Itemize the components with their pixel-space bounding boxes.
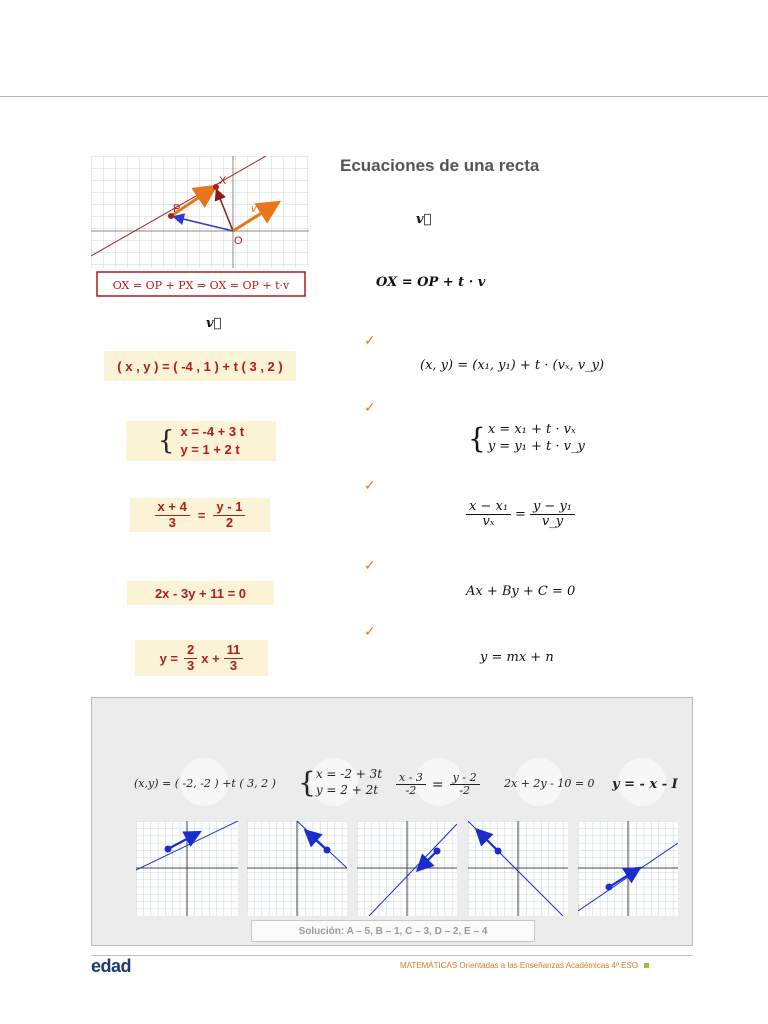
- brand-logo: edad: [91, 956, 132, 976]
- graph-2: [247, 821, 347, 916]
- diagram-equation: OX = OP + PX ⇒ OX = OP + t·v: [112, 279, 290, 292]
- vector-v-label: v: [251, 203, 257, 215]
- frac-num: y - 1: [213, 500, 245, 515]
- frac-den: -2: [459, 784, 470, 798]
- footer-divider: [91, 955, 693, 956]
- frac-num: x + 4: [155, 500, 190, 515]
- check-icon: ✓: [364, 333, 376, 349]
- graph-1: [136, 821, 238, 916]
- form-parametric: { x = x₁ + t · vₓ y = y₁ + t · v_y: [468, 422, 585, 456]
- equals-sign: =: [197, 507, 206, 523]
- exercise-eq2-y: y = 2 + 2t: [315, 782, 379, 797]
- check-icon: ✓: [364, 624, 376, 640]
- check-icon: ✓: [364, 400, 376, 416]
- frac-den: 3: [168, 514, 176, 530]
- explicit-y: y =: [159, 650, 178, 666]
- form-continuous: $\frac{\text{x − x₁}}{\text{vₓ}}$ = $\frac{\text{y − y₁}}{v\_y}$: [466, 500, 575, 530]
- frac-den: -2: [405, 784, 417, 798]
- solution-box: Solución: A – 5, B – 1, C – 3, D – 2, E – 4: [251, 920, 535, 942]
- example-continuous: [130, 498, 270, 532]
- form-explicit: y = mx + n: [480, 650, 554, 665]
- v-symbol-left: v⃗: [206, 316, 222, 331]
- footer-text-label: MATEMÁTICAS Orientadas a las Enseñanzas Académicas 4º ESO: [400, 961, 638, 970]
- exercise-eq5: y = - x - I: [612, 777, 678, 792]
- check-icon: ✓: [364, 478, 376, 494]
- frac-num: x − x₁: [466, 500, 511, 515]
- graph-5: [578, 821, 678, 916]
- example-parametric: { x = -4 + 3 t y = 1 + 2 t: [126, 421, 276, 461]
- point-x-label: X: [219, 175, 227, 187]
- page-title: Ecuaciones de una recta: [340, 156, 540, 175]
- exercise-eq3: [396, 772, 480, 797]
- vector-definition: OX = OP + t · v: [376, 275, 486, 290]
- example-param-x: x = -4 + 3 t: [180, 424, 245, 440]
- frac-num: 2: [184, 643, 197, 658]
- example-general: 2x - 3y + 11 = 0: [127, 581, 274, 605]
- v-symbol-top: v⃗: [416, 212, 432, 227]
- example-explicit: [135, 640, 268, 676]
- explicit-x: x +: [201, 650, 220, 666]
- form-param-x: x = x₁ + t · vₓ: [487, 422, 576, 437]
- form-param-y: y = y₁ + t · v_y: [487, 438, 585, 454]
- frac-den: 3: [187, 657, 195, 673]
- frac-den: v_y: [541, 514, 564, 530]
- frac-num: y − y₁: [530, 500, 575, 515]
- frac-num: x - 3: [396, 772, 426, 785]
- point-p-label: P: [173, 203, 181, 215]
- exercise-eq1: (x,y) = ( -2, -2 ) +t ( 3, 2 ): [134, 777, 276, 790]
- frac-den: 3: [229, 657, 238, 673]
- header-divider: [0, 96, 768, 97]
- footer-text: [400, 961, 649, 970]
- exercise-eq2-x: x = -2 + 3t: [315, 766, 383, 781]
- vector-diagram: [91, 156, 309, 306]
- green-square-icon: [644, 963, 649, 968]
- equals-sign: =: [431, 776, 444, 793]
- exercise-eq4: 2x + 2y - 10 = 0: [504, 777, 595, 790]
- exercise-eq2: { x = -2 + 3t y = 2 + 2t: [298, 766, 383, 799]
- frac-num: y - 2: [450, 772, 480, 785]
- form-vector: (x, y) = (x₁, y₁) + t · (vₓ, v_y): [420, 358, 605, 373]
- frac-num: 11: [224, 643, 244, 658]
- graph-4: [468, 821, 568, 916]
- frac-den: vₓ: [482, 514, 495, 530]
- frac-den: 2: [225, 514, 234, 530]
- point-o-label: O: [234, 235, 243, 247]
- example-param-y: y = 1 + 2 t: [180, 442, 240, 457]
- check-icon: ✓: [364, 558, 376, 574]
- form-general: Ax + By + C = 0: [466, 584, 576, 599]
- graph-3: [357, 821, 457, 916]
- example-vector-equation: ( x , y ) = ( -4 , 1 ) + t ( 3 , 2 ): [104, 351, 296, 381]
